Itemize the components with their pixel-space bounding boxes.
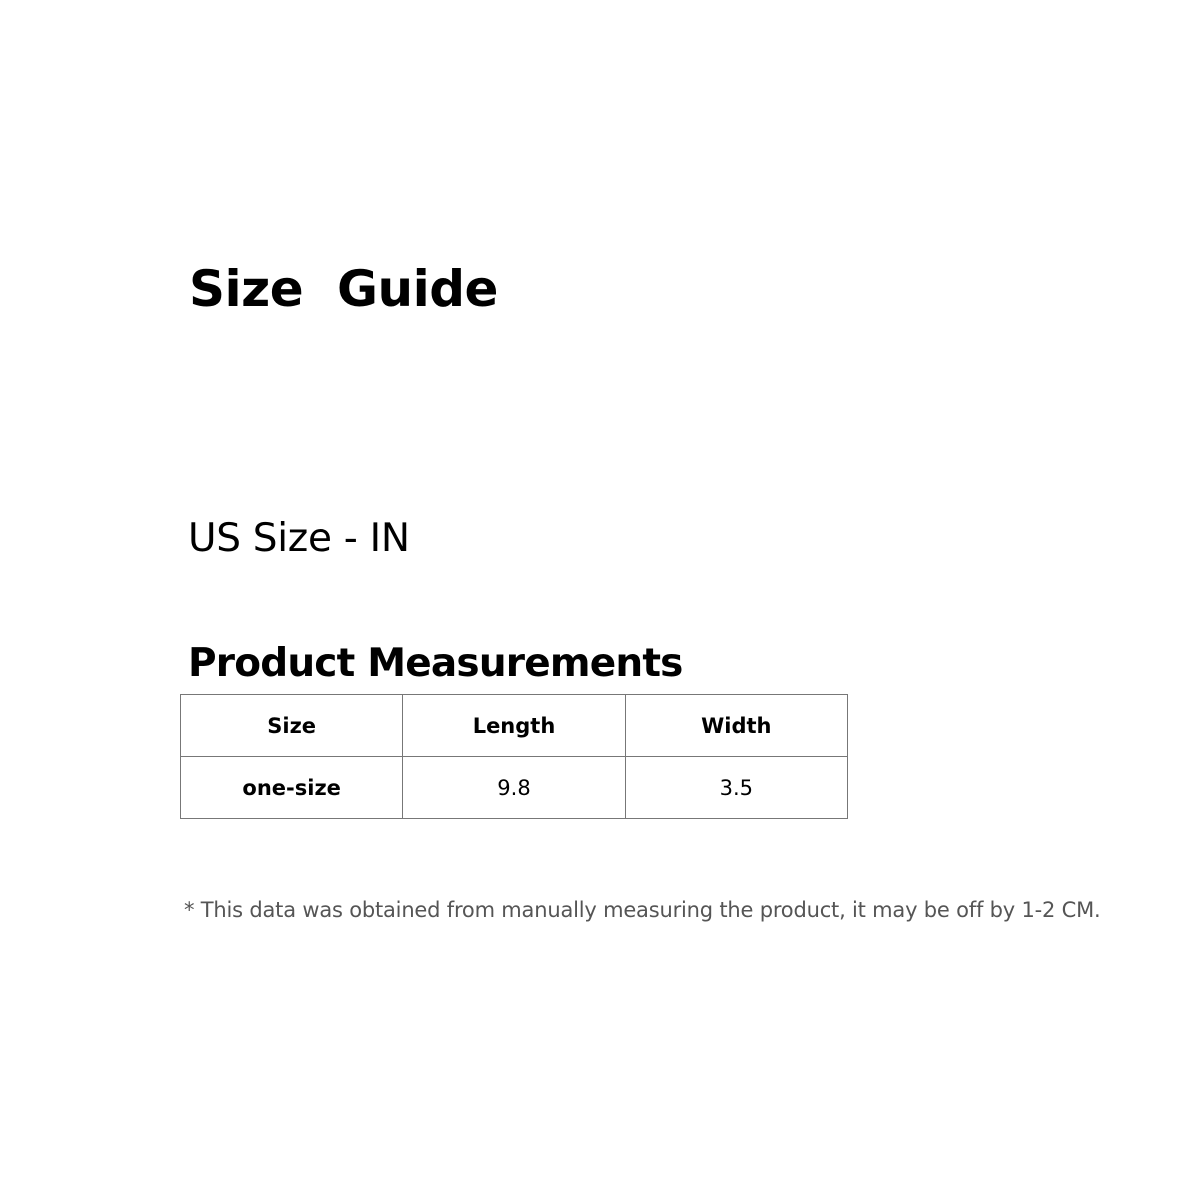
cell-length: 9.8 [403, 757, 625, 819]
cell-width: 3.5 [625, 757, 847, 819]
table-row [181, 757, 848, 819]
measurements-table [180, 694, 848, 819]
header-width: Width [625, 695, 847, 757]
measurement-disclaimer: * This data was obtained from manually measuring the product, it may be off by 1-2 CM. [184, 898, 1101, 922]
page-title: Size Guide [189, 260, 498, 318]
header-size: Size [181, 695, 403, 757]
section-title: Product Measurements [188, 641, 683, 686]
table-header-row [181, 695, 848, 757]
cell-size: one-size [181, 757, 403, 819]
size-unit-label: US Size - IN [188, 516, 410, 561]
header-length: Length [403, 695, 625, 757]
